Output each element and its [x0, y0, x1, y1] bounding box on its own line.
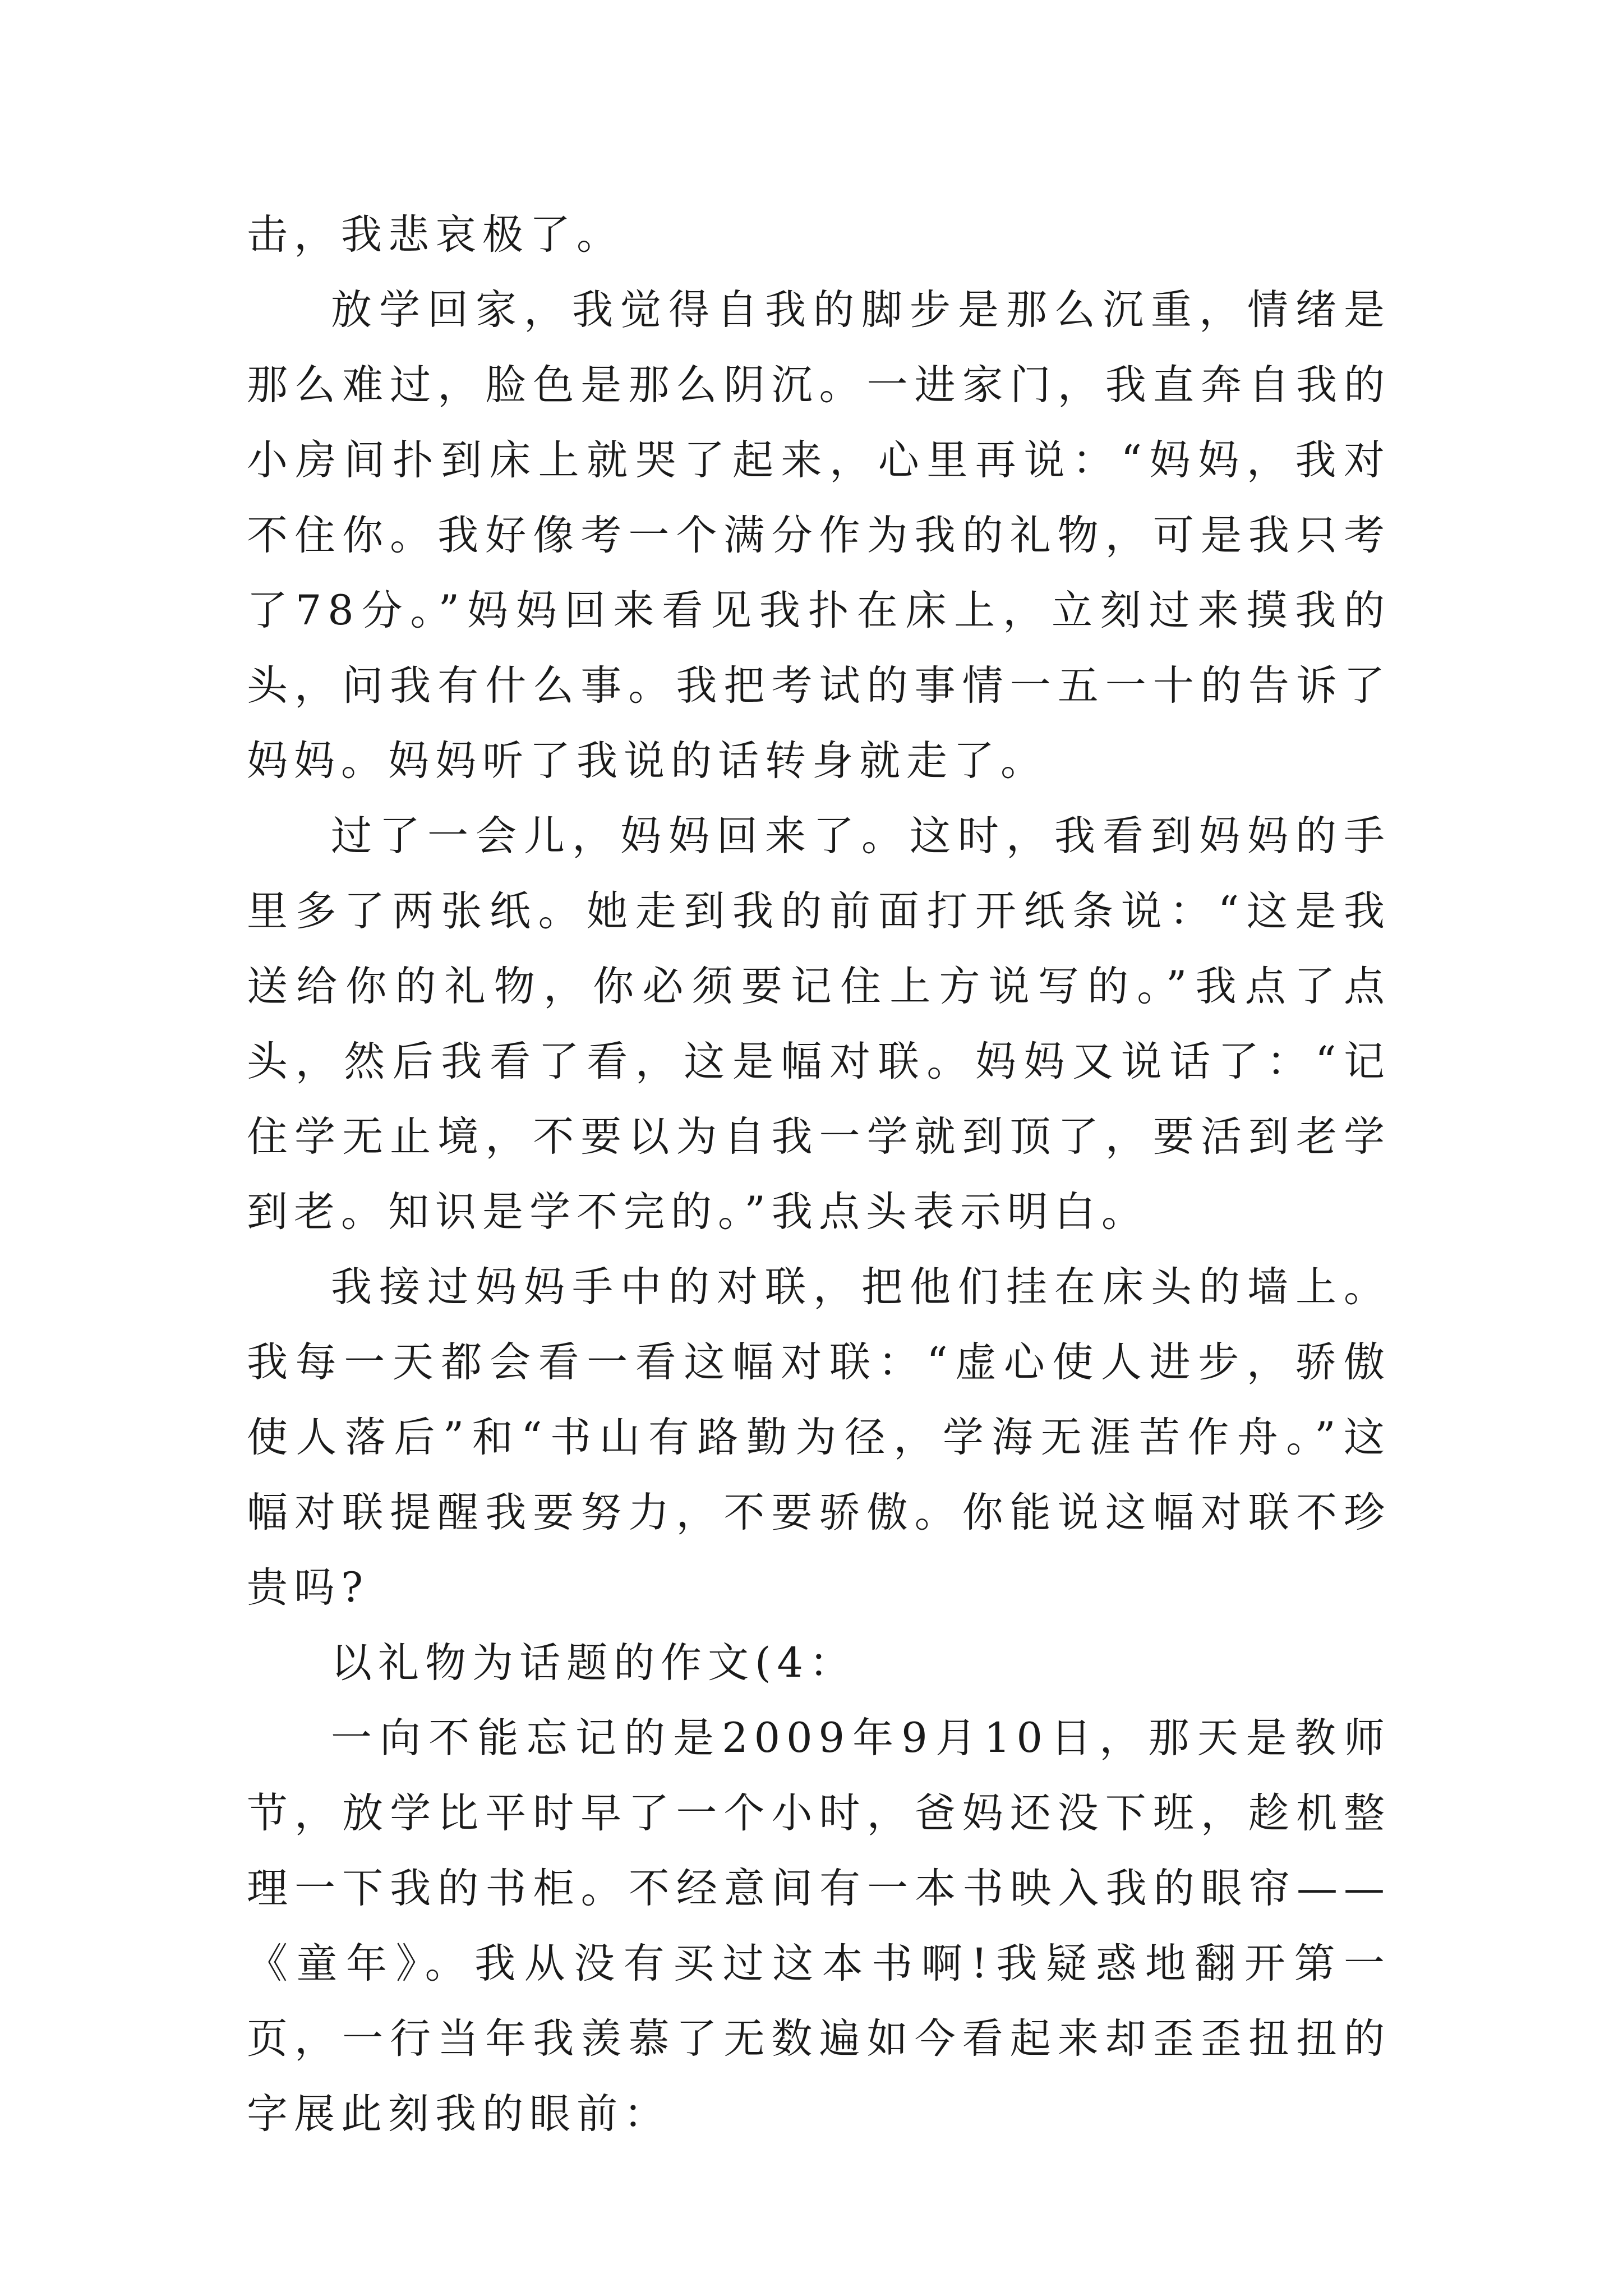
paragraph-continuation: 击，我悲哀极了。 — [247, 211, 624, 259]
paragraph-couplet: 我接过妈妈手中的对联，把他们挂在床头的墙上。我每一天都会看一看这幅对联：“虚心使人进步，骄傲使人落后”和“书山有路勤为径，学海无涯苦作舟。”这幅对联提醒我要努力，不要骄傲。你能说这幅对联不珍贵吗? — [247, 1263, 1391, 1612]
paragraph-mother-gift: 过了一会儿，妈妈回来了。这时，我看到妈妈的手里多了两张纸。她走到我的前面打开纸条说：“这是我送给你的礼物，你必须要记住上方说写的。”我点了点头，然后我看了看，这是幅对联。妈妈又说话了：“记住学无止境，不要以为自我一学就到顶了，要活到老学到老。知识是学不完的。”我点头表示明白。 — [247, 812, 1391, 1236]
paragraph-teachers-day: 一向不能忘记的是2009年9月10日，那天是教师节，放学比平时早了一个小时，爸妈还没下班，趁机整理一下我的书柜。不经意间有一本书映入我的眼帘——《童年》。我从没有买过这本书啊!我疑惑地翻开第一页，一行当年我羡慕了无数遍如今看起来却歪歪扭扭的字展此刻我的眼前： — [247, 1714, 1391, 2138]
essay-heading: 以礼物为话题的作文(4： — [331, 1639, 856, 1687]
paragraph-coming-home: 放学回家，我觉得自我的脚步是那么沉重，情绪是那么难过，脸色是那么阴沉。一进家门，我直奔自我的小房间扑到床上就哭了起来，心里再说：“妈妈，我对不住你。我好像考一个满分作为我的礼物，可是我只考了78分。”妈妈回来看见我扑在床上，立刻过来摸我的头，问我有什么事。我把考试的事情一五一十的告诉了妈妈。妈妈听了我说的话转身就走了。 — [247, 286, 1391, 785]
document-body — [247, 197, 1391, 2152]
